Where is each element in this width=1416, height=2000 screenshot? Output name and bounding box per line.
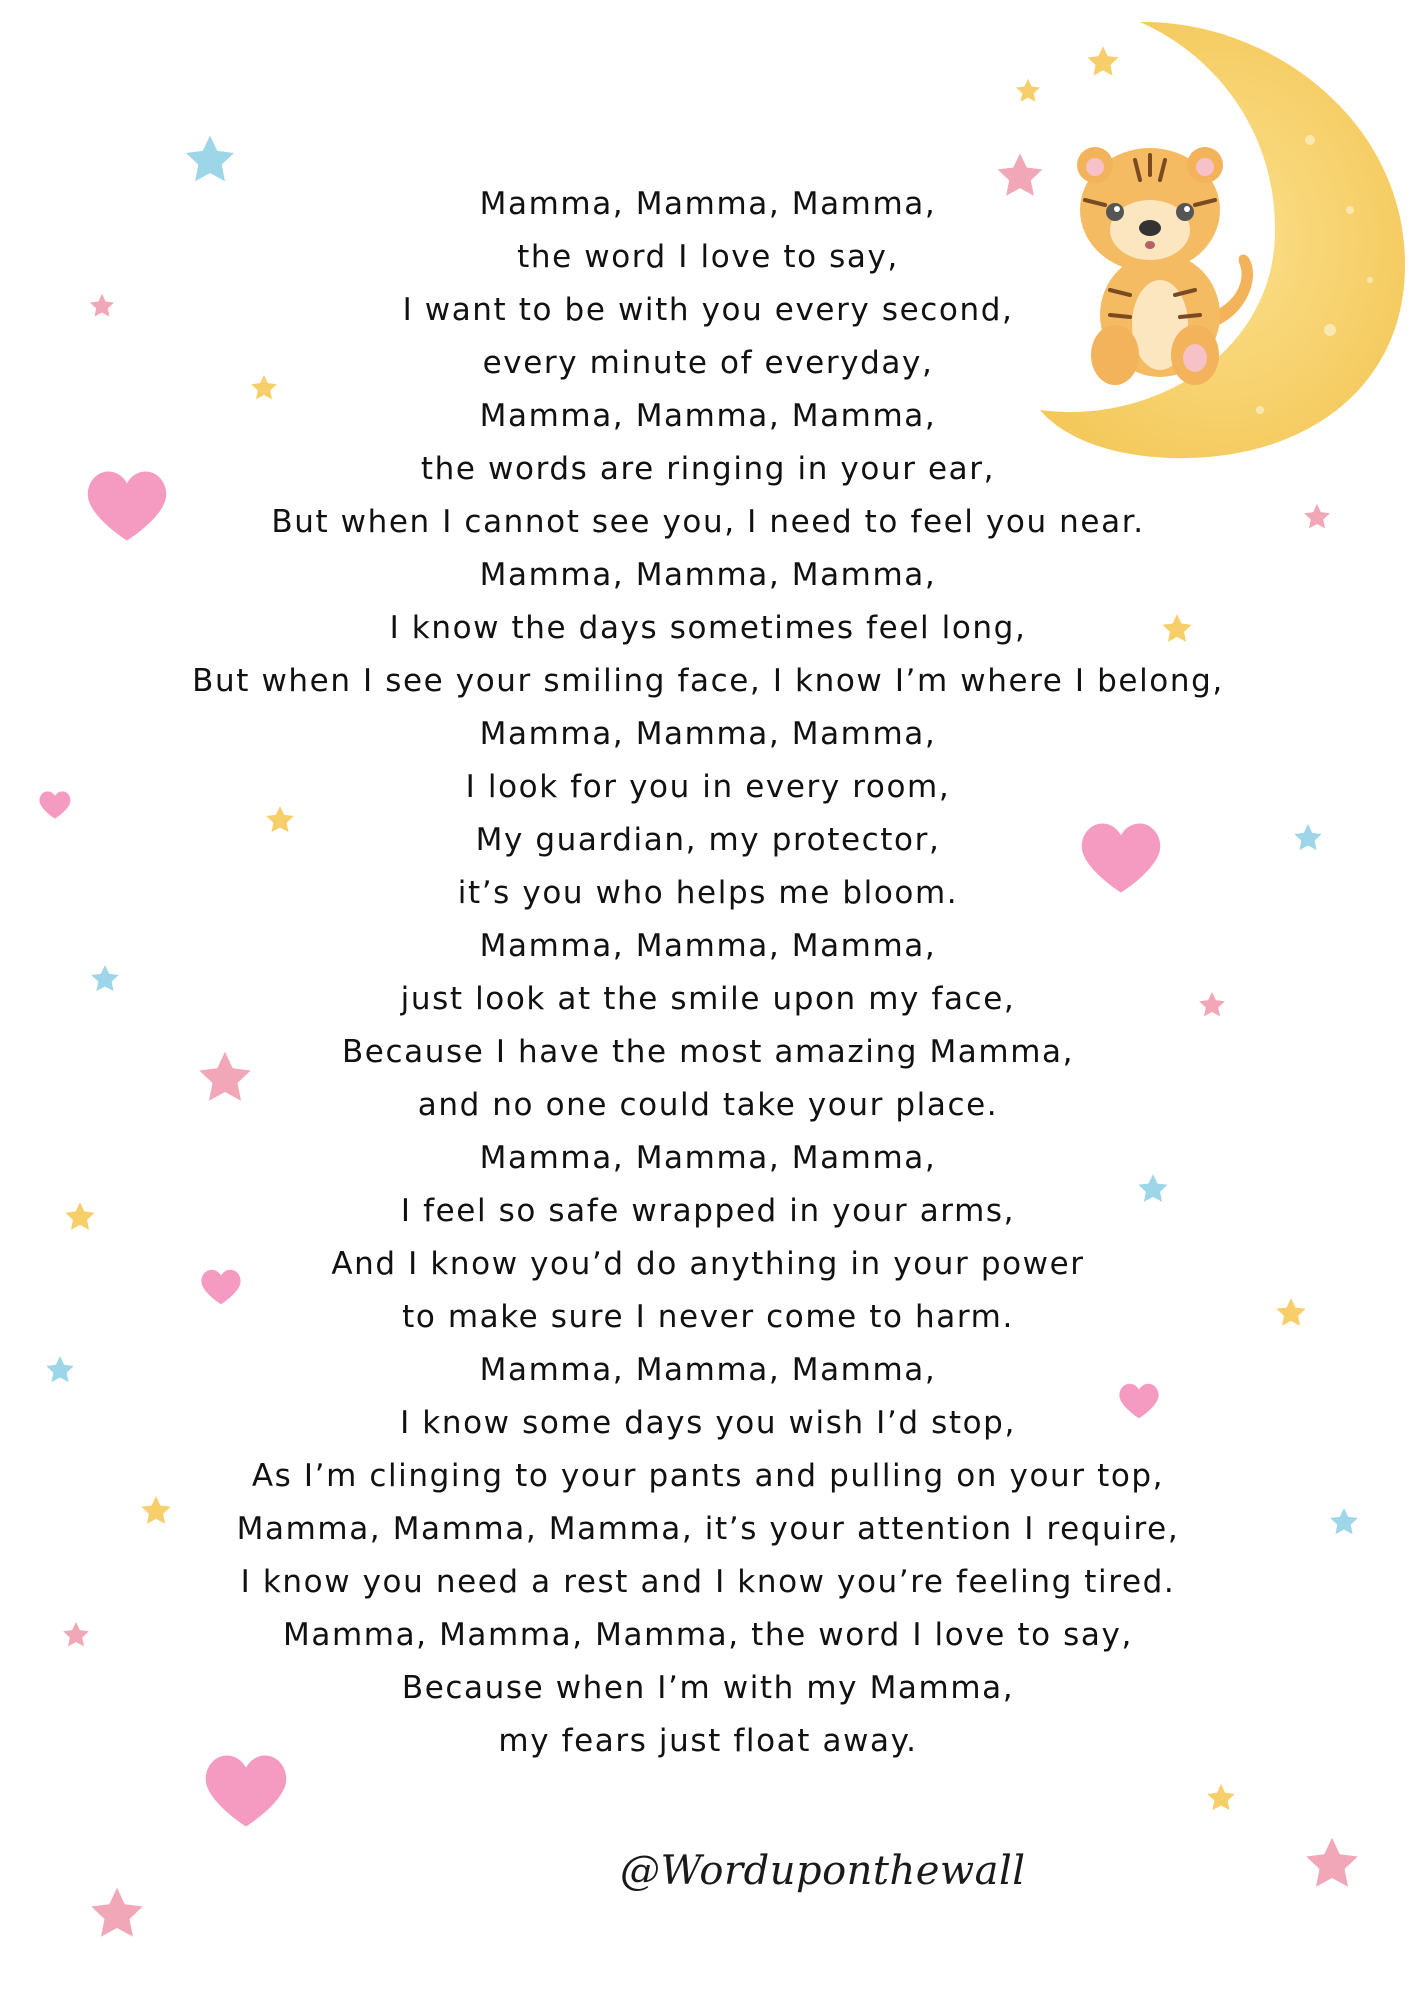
poem-line: Mamma, Mamma, Mamma, xyxy=(479,398,937,434)
poem-line: I know you need a rest and I know you’re feeling tired. xyxy=(240,1564,1176,1600)
poem-line: my fears just float away. xyxy=(498,1723,918,1759)
poem-line: My guardian, my protector, xyxy=(475,822,941,858)
poem-line: I look for you in every room, xyxy=(465,769,951,805)
star-icon xyxy=(1205,1782,1237,1814)
poem-line: But when I cannot see you, I need to feel you near. xyxy=(271,504,1145,540)
signature: @Worduponthewall xyxy=(620,1848,1026,1894)
poem-line: Mamma, Mamma, Mamma, the word I love to say, xyxy=(283,1617,1133,1653)
poem-line: Mamma, Mamma, Mamma, it’s your attention I require, xyxy=(236,1511,1180,1547)
poem-line: As I’m clinging to your pants and pulling on your top, xyxy=(251,1458,1165,1494)
poem-line: to make sure I never come to harm. xyxy=(402,1299,1014,1335)
poem-line: Mamma, Mamma, Mamma, xyxy=(479,1352,937,1388)
star-icon xyxy=(1302,1834,1362,1894)
star-icon xyxy=(87,1884,147,1944)
poem-line: I want to be with you every second, xyxy=(402,292,1014,328)
poem-line: every minute of everyday, xyxy=(482,345,934,381)
poem-line: Mamma, Mamma, Mamma, xyxy=(479,716,937,752)
poem-line: I feel so safe wrapped in your arms, xyxy=(400,1193,1016,1229)
poem-line: Mamma, Mamma, Mamma, xyxy=(479,557,937,593)
poem-line: Because I have the most amazing Mamma, xyxy=(341,1034,1075,1070)
poem-line: Mamma, Mamma, Mamma, xyxy=(479,186,937,222)
poem-line: Mamma, Mamma, Mamma, xyxy=(479,928,937,964)
star-icon xyxy=(1085,44,1121,80)
poem-line: just look at the smile upon my face, xyxy=(400,981,1016,1017)
poem-line: and no one could take your place. xyxy=(417,1087,999,1123)
poem-line: the words are ringing in your ear, xyxy=(420,451,996,487)
poem-line: it’s you who helps me bloom. xyxy=(457,875,959,911)
star-icon xyxy=(1014,77,1042,105)
poem-line: Because when I’m with my Mamma, xyxy=(401,1670,1015,1706)
poem-line: But when I see your smiling face, I know I’m where I belong, xyxy=(192,663,1224,699)
poem-line: I know some days you wish I’d stop, xyxy=(400,1405,1016,1441)
poem-line: I know the days sometimes feel long, xyxy=(389,610,1027,646)
poem-line: Mamma, Mamma, Mamma, xyxy=(479,1140,937,1176)
poem-text xyxy=(0,178,1416,1768)
poem-line: the word I love to say, xyxy=(517,239,899,275)
poem-line: And I know you’d do anything in your power xyxy=(331,1246,1085,1282)
